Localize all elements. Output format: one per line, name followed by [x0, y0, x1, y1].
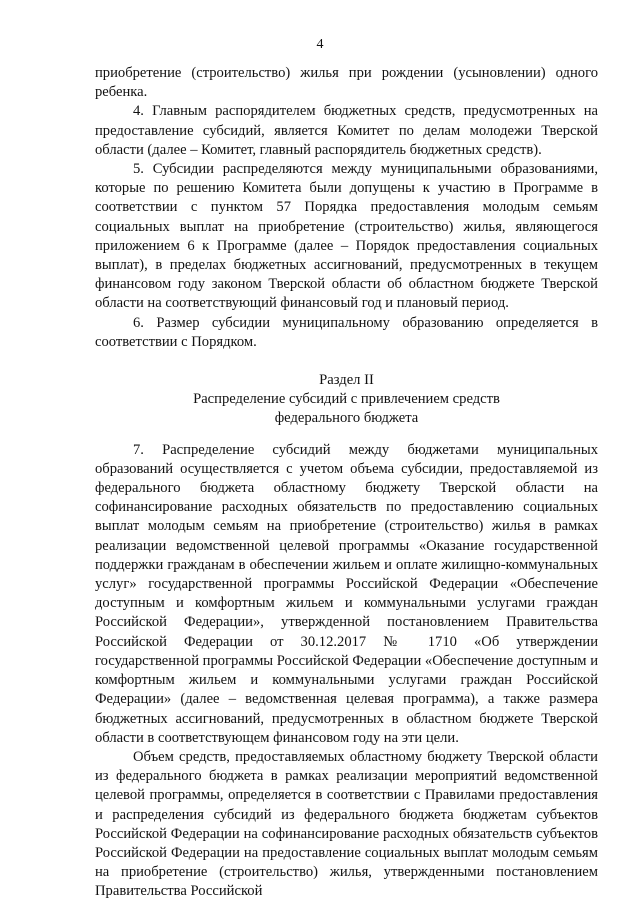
section-title-line-2: федерального бюджета	[274, 410, 419, 427]
section-title-line-1: Распределение субсидий с привлечением средств	[193, 391, 500, 408]
paragraph-continuation: приобретение (строительство) жилья при рождении (усыновлении) одного ребенка.	[95, 65, 598, 101]
paragraph-item-4: 4. Главным распорядителем бюджетных средств, предусмотренных на предоставление субсидий, является Комитет по делам молодежи Тверской области (далее – Комитет, главный распорядитель бюджетных средств).	[95, 103, 598, 158]
section-spacer-top	[95, 352, 598, 371]
paragraph-item-7: 7. Распределение субсидий между бюджетами муниципальных образований осуществляется с учетом объема субсидии, предоставляемой из федерального бюджета областному бюджету Тверской области на софинансирование расходных обязательств по предоставлению социальных выплат молодым семьям на приобретение (строительство) жилья в рамках реализации ведомственной целевой программы «Оказание государственной поддержки гражданам в обеспечении жильем и оплате жилищно-коммунальных услуг» государственной программы Российской Федерации «Обеспечение доступным и комфортным жильем и коммунальными услугами граждан Российской Федерации», утвержденной постановлением Правительства Российской Федерации от 30.12.2017 № 1710 «Об утверждении государственной программы Российской Федерации «Обеспечение доступным и комфортным жильем и коммунальными услугами граждан Российской Федерации» (далее – ведомственная целевая программа), а также размера бюджетных ассигнований, предусмотренных в областном бюджете Тверской области в соответствующем финансовом году на эти цели.	[95, 441, 598, 746]
section-spacer-bottom	[95, 429, 598, 441]
document-body	[95, 64, 598, 902]
paragraph-item-6: 6. Размер субсидии муниципальному образованию определяется в соответствии с Порядком.	[95, 314, 598, 350]
paragraph-item-5: 5. Субсидии распределяются между муниципальными образованиями, которые по решению Комитета были допущены к участию в Программе в соответствии с пунктом 57 Порядка предоставления молодым семьям социальных выплат на приобретение (строительство) жилья, являющегося приложением 6 к Программе (далее – Порядок предоставления социальных выплат), в пределах бюджетных ассигнований, предусмотренных в текущем финансовом году законом Тверской области об областном бюджете Тверской области на соответствующий финансовый год и плановый период.	[95, 161, 598, 312]
page-number: 4	[316, 37, 324, 52]
section-heading: Раздел II	[319, 372, 374, 389]
paragraph-funding-volume: Объем средств, предоставляемых областному бюджету Тверской области из федерального бюджета в рамках реализации мероприятий ведомственной целевой программы, определяется в соответствии с Правилами предоставления и распределения субсидий из федерального бюджета бюджетам субъектов Российской Федерации на софинансирование расходных обязательств субъектов Российской Федерации на предоставление социальных выплат молодым семьям на приобретение (строительство) жилья, утвержденными постановлением Правительства Российской	[95, 748, 598, 900]
